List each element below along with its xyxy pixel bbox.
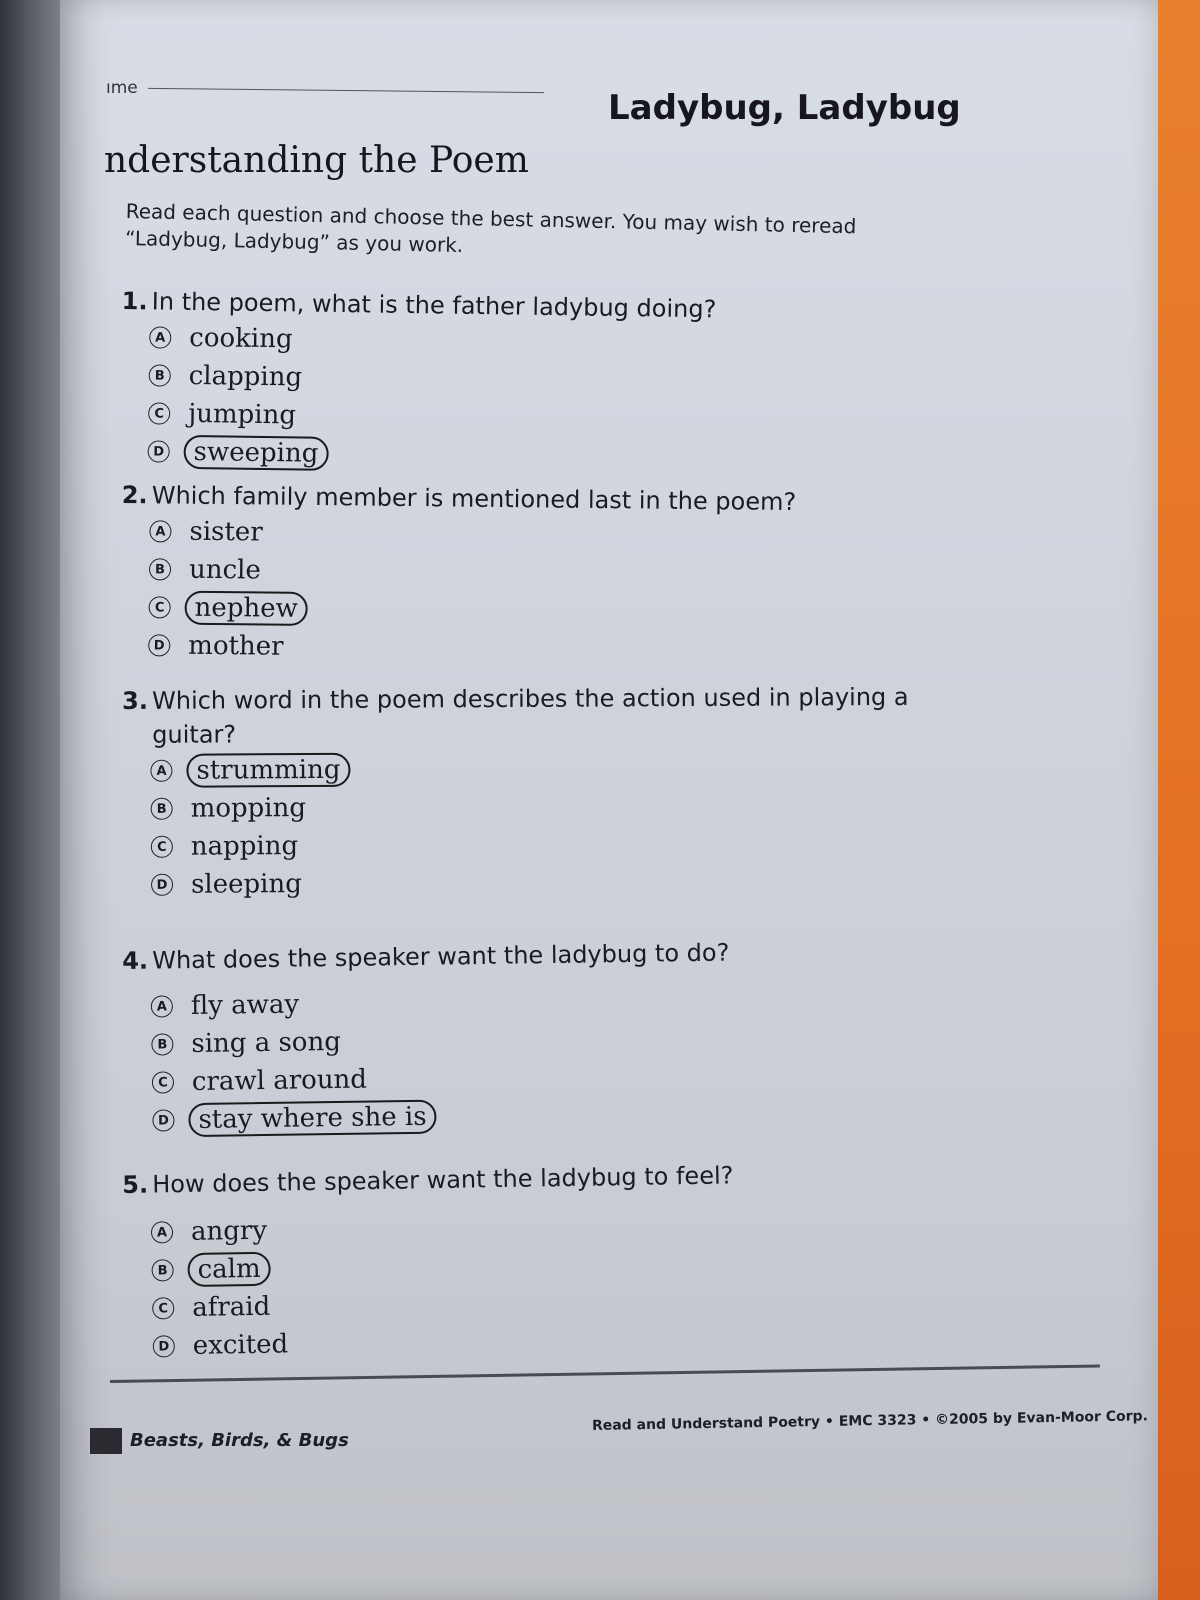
option-letter[interactable]: B: [151, 1259, 173, 1281]
question-5: [122, 1155, 925, 1366]
answer-options: [147, 318, 921, 481]
option-a-circled[interactable]: [150, 748, 922, 790]
question-text: In the poem, what is the father ladybug doing?: [151, 287, 717, 324]
option-text: crawl around: [191, 1064, 368, 1098]
option-letter[interactable]: A: [151, 995, 173, 1017]
option-letter[interactable]: B: [151, 798, 173, 820]
option-d[interactable]: [148, 626, 920, 672]
option-letter[interactable]: A: [149, 520, 171, 542]
option-text: jumping: [187, 398, 297, 431]
footer-copyright: Read and Understand Poetry • EMC 3323 • ©2005 by Evan-Moor Corp.: [591, 1408, 1149, 1434]
book-binding: [0, 0, 60, 1600]
option-text: nephew: [184, 591, 308, 626]
question-number: 4.: [122, 946, 149, 975]
answer-options: [150, 748, 923, 904]
option-letter[interactable]: C: [152, 1297, 174, 1319]
option-text: napping: [190, 831, 299, 862]
option-letter[interactable]: B: [149, 364, 171, 386]
answer-options: [151, 1201, 925, 1365]
option-text: uncle: [188, 554, 261, 586]
option-letter[interactable]: A: [149, 326, 171, 348]
answer-options: [148, 512, 922, 672]
option-text: fly away: [190, 989, 300, 1022]
option-text: sweeping: [183, 435, 328, 471]
section-heading: nderstanding the Poem: [104, 140, 529, 181]
option-text: excited: [192, 1329, 289, 1361]
option-text: mother: [188, 630, 284, 662]
option-text: angry: [190, 1215, 268, 1247]
footer-book-title: Beasts, Birds, & Bugs: [130, 1430, 349, 1451]
option-d[interactable]: [151, 862, 923, 904]
option-text: sing a song: [191, 1026, 342, 1060]
option-text: strumming: [186, 753, 350, 788]
option-letter[interactable]: A: [150, 760, 172, 782]
question-text: Which word in the poem describes the action used in playing a guitar?: [152, 682, 909, 749]
question-number: 1.: [121, 286, 148, 316]
option-letter[interactable]: D: [153, 1335, 175, 1357]
question-text: How does the speaker want the ladybug to feel?: [152, 1161, 734, 1199]
question-prompt: [122, 680, 922, 752]
option-c[interactable]: [151, 824, 923, 866]
option-text: cooking: [189, 322, 293, 355]
option-b[interactable]: [151, 786, 923, 828]
option-text: sister: [189, 516, 263, 548]
instructions: Read each question and choose the best answer. You may wish to reread “Ladybug, Ladybug” as you work.: [124, 198, 857, 258]
option-text: clapping: [188, 360, 303, 393]
answer-options: [151, 977, 925, 1140]
question-text: Which family member is mentioned last in the poem?: [151, 481, 797, 517]
option-letter[interactable]: C: [151, 836, 173, 858]
option-letter[interactable]: C: [149, 596, 171, 618]
question-2: [120, 478, 922, 672]
option-text: mopping: [190, 793, 307, 824]
option-letter[interactable]: D: [148, 440, 170, 462]
name-label: ıme: [106, 78, 138, 98]
option-text: stay where she is: [188, 1100, 437, 1137]
option-letter[interactable]: C: [152, 1071, 174, 1093]
option-letter[interactable]: D: [152, 1109, 174, 1131]
worksheet-title: Ladybug, Ladybug: [608, 88, 961, 128]
question-1: [119, 284, 922, 481]
question-number: 3.: [122, 686, 148, 715]
option-text: afraid: [191, 1291, 271, 1323]
question-number: 2.: [121, 480, 148, 510]
option-text: calm: [187, 1252, 271, 1287]
option-text: sleeping: [190, 869, 302, 900]
question-number: 5.: [122, 1170, 149, 1199]
page-tab-marker: [90, 1428, 122, 1454]
option-letter[interactable]: D: [148, 634, 170, 656]
option-letter[interactable]: A: [151, 1221, 173, 1243]
option-letter[interactable]: D: [151, 874, 173, 896]
option-letter[interactable]: B: [151, 1033, 173, 1055]
question-4: [122, 933, 925, 1140]
option-letter[interactable]: C: [148, 402, 170, 424]
question-3: [122, 680, 923, 904]
question-text: What does the speaker want the ladybug to do?: [152, 938, 730, 975]
option-letter[interactable]: B: [149, 558, 171, 580]
